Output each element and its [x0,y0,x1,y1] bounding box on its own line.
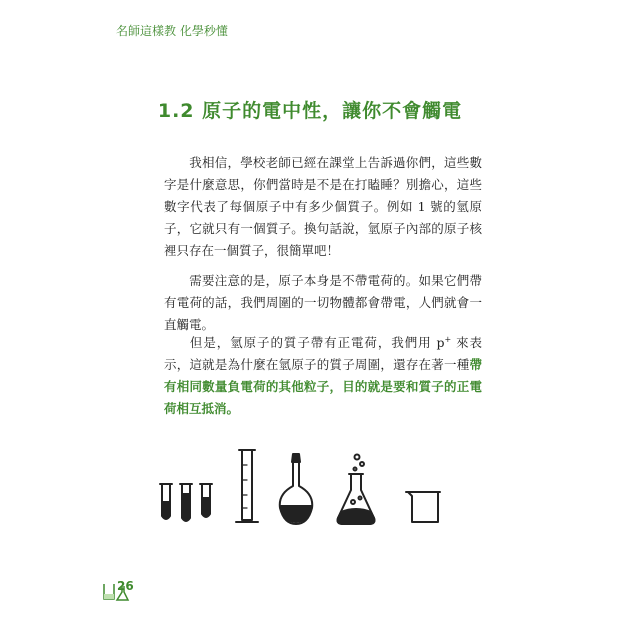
paragraph-2-text: 需要注意的是，原子本身是不帶電荷的。如果它們帶有電荷的話，我們周圍的一切物體都會帶電，人們就會一直觸電。 [164,273,482,332]
paragraph-3-text-a: 但是，氫原子的質子帶有正電荷，我們用 p [189,335,445,351]
erlenmeyer-flask-icon [338,455,375,525]
paragraph-3-highlight: 帶有相同數量負電荷的其他粒子，目的就是要和質子的正電荷相互抵消。 [164,357,482,417]
section-title: 1.2 原子的電中性，讓你不會觸電 [157,100,463,122]
beaker-icon [406,492,440,522]
page-number: 26 [117,579,134,593]
paragraph-2 [164,270,482,336]
graduated-cylinder-icon [236,450,258,522]
test-tube-icon [180,484,192,521]
proton-charge-superscript: + [444,335,452,344]
paragraph-3 [164,329,482,420]
paragraph-1 [164,152,482,262]
paragraph-3-text-b: 來表示，這就是為什麼在氫原子的質子周圍，還存在著一種 [164,335,482,373]
test-tube-icon [160,484,172,519]
lab-equipment-illustration [150,440,450,540]
round-flask-icon [280,454,312,524]
paragraph-1-text: 我相信，學校老師已經在課堂上告訴過你們，這些數字是什麼意思，你們當時是不是在打瞌睡？別擔心，這些數字代表了每個原子中有多少個質子。例如 1 號的氫原子，它就只有一個質子。換句話說，氫原子內部的原子核裡只存在一個質子，很簡單吧！ [164,155,482,258]
book-title: 名師這樣教 化學秒懂 [116,24,228,38]
test-tube-icon [200,484,212,517]
